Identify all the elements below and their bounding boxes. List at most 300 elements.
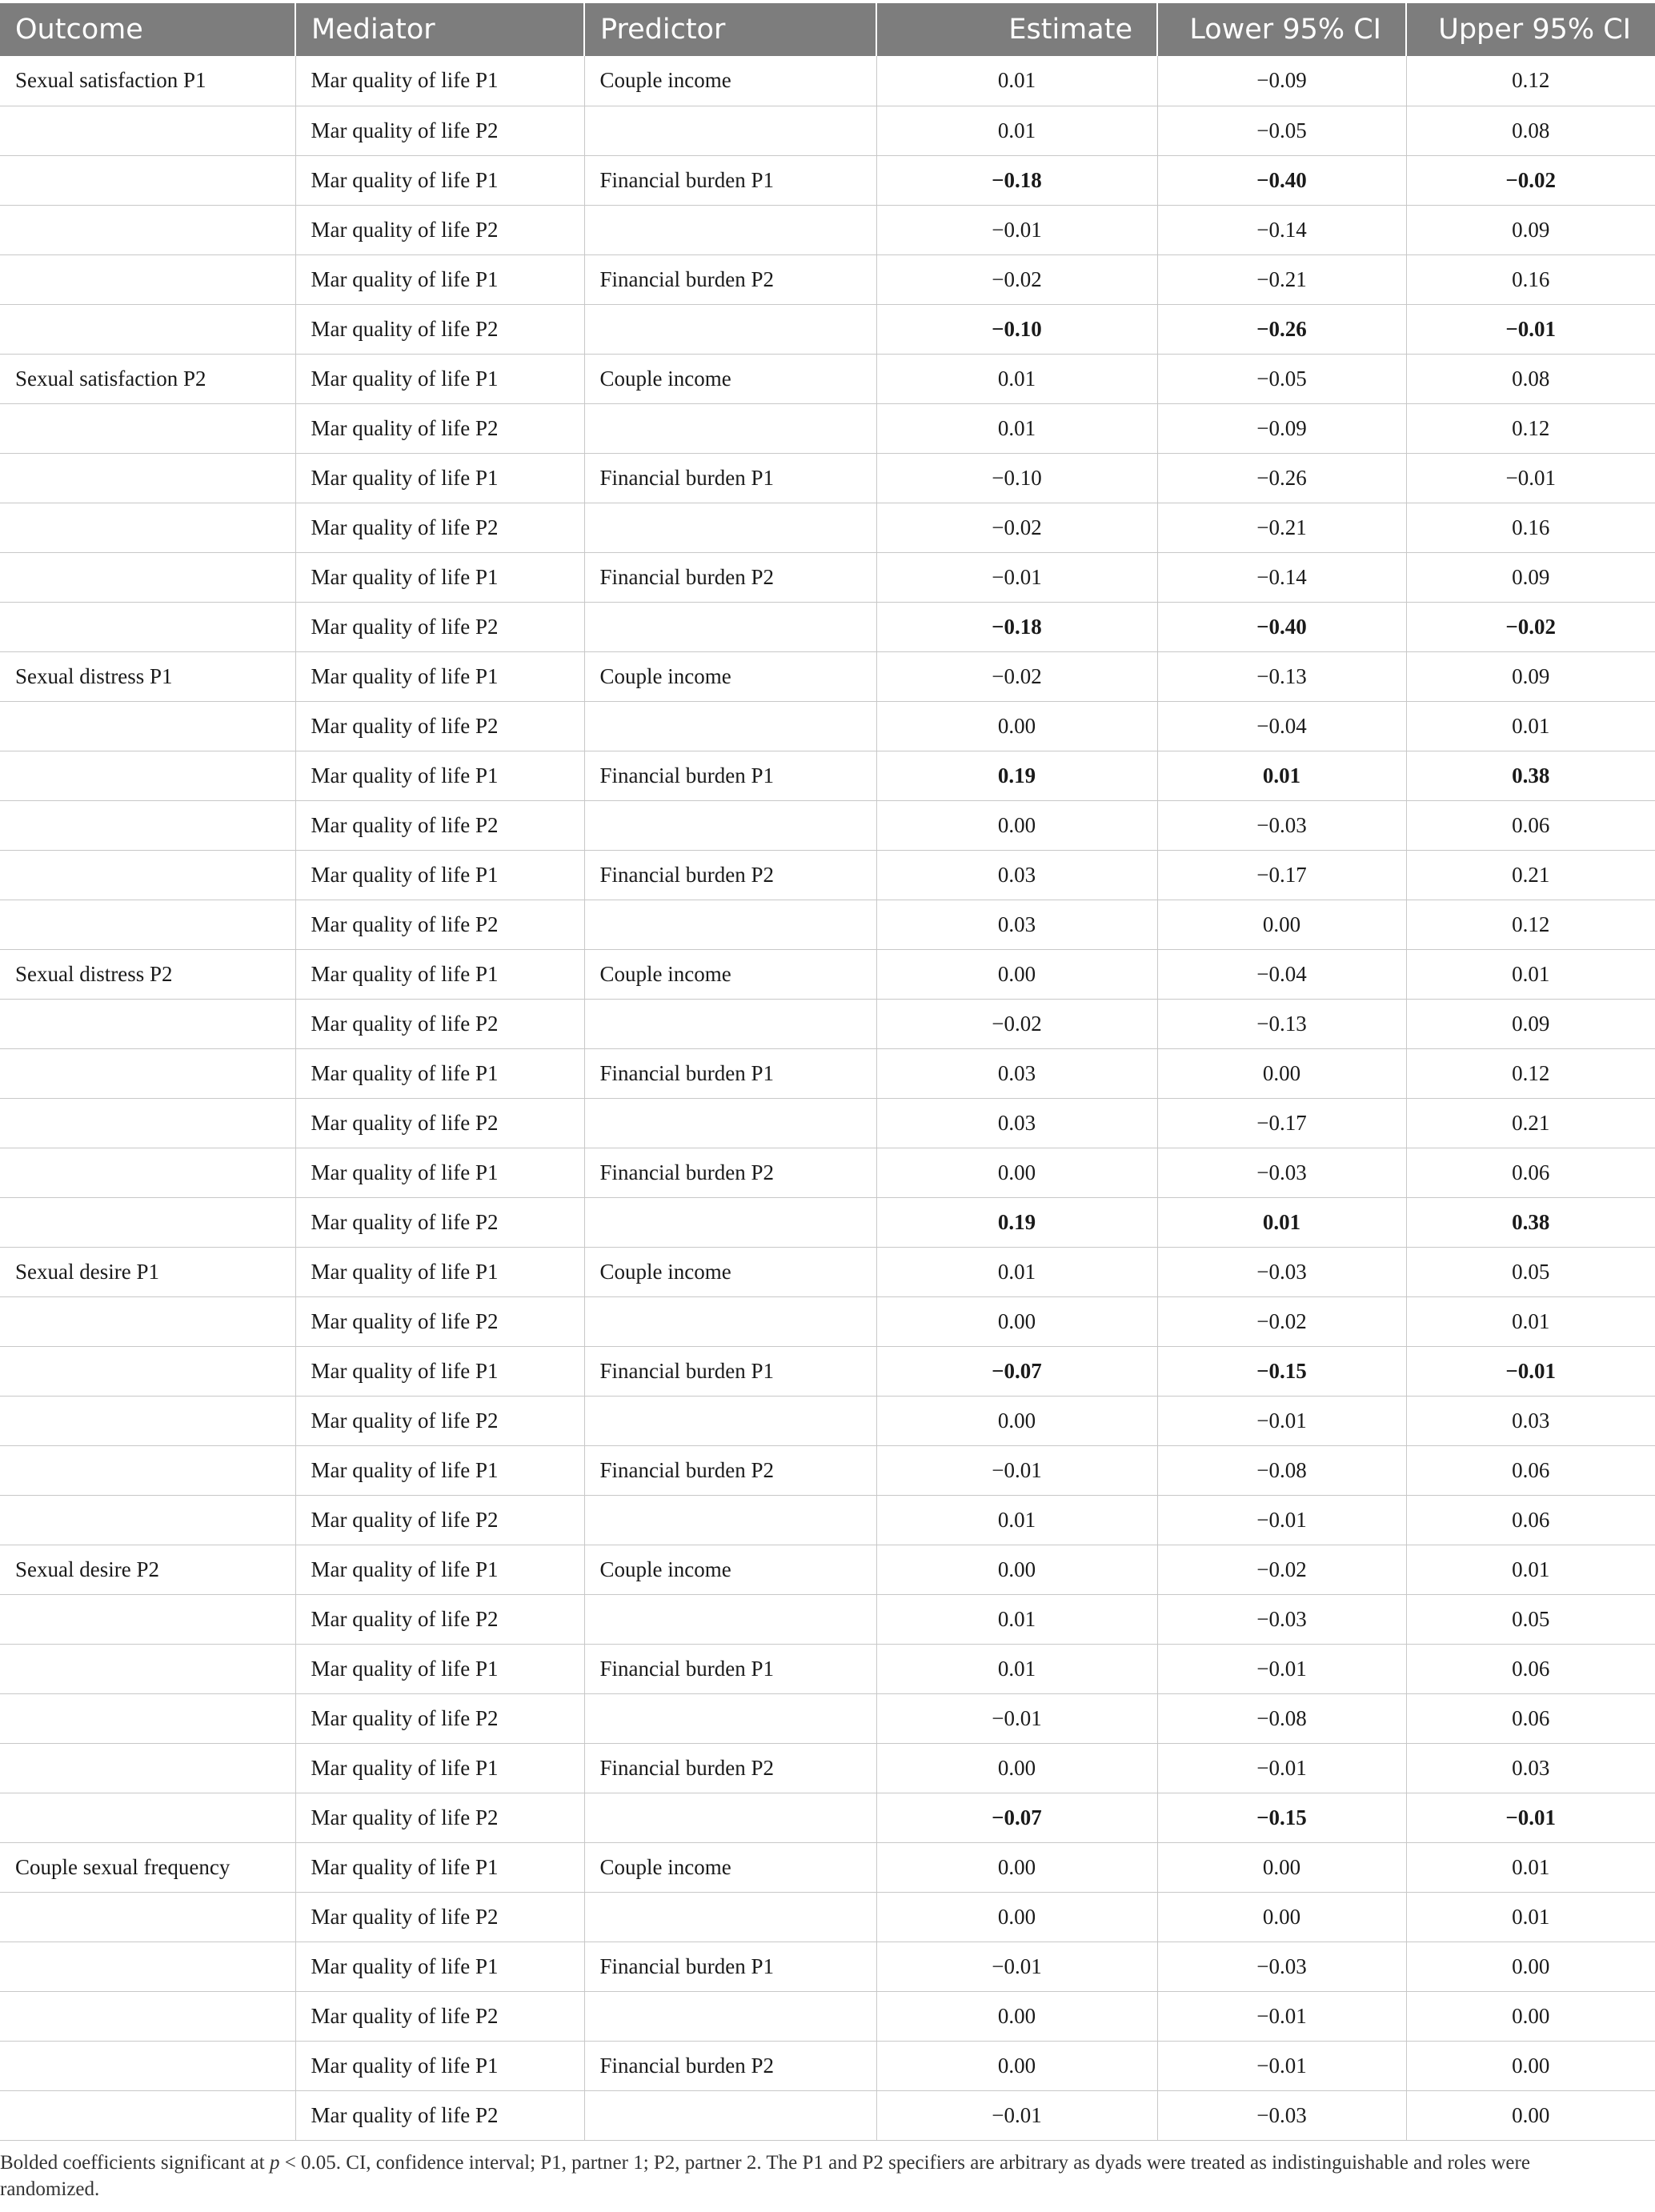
cell-outcome bbox=[0, 1445, 295, 1495]
table-row bbox=[0, 403, 1655, 453]
cell-upper-ci: 0.08 bbox=[1406, 106, 1655, 155]
footnote-text-1: Bolded coefficients significant at bbox=[0, 2152, 270, 2174]
cell-lower-ci: −0.01 bbox=[1157, 1396, 1406, 1445]
cell-outcome bbox=[0, 1594, 295, 1644]
cell-lower-ci: −0.13 bbox=[1157, 999, 1406, 1048]
header-outcome: Outcome bbox=[0, 3, 295, 56]
cell-predictor: Couple income bbox=[584, 1842, 876, 1892]
cell-lower-ci: −0.08 bbox=[1157, 1693, 1406, 1743]
table-row bbox=[0, 354, 1655, 403]
cell-lower-ci: −0.01 bbox=[1157, 2041, 1406, 2090]
cell-mediator: Mar quality of life P1 bbox=[295, 354, 584, 403]
cell-estimate: −0.02 bbox=[876, 254, 1157, 304]
cell-predictor bbox=[584, 205, 876, 254]
cell-lower-ci: −0.03 bbox=[1157, 1942, 1406, 1991]
cell-upper-ci: 0.09 bbox=[1406, 552, 1655, 602]
cell-outcome bbox=[0, 751, 295, 800]
table-row bbox=[0, 1892, 1655, 1942]
cell-outcome bbox=[0, 1942, 295, 1991]
cell-predictor: Financial burden P2 bbox=[584, 1743, 876, 1793]
table-row bbox=[0, 1098, 1655, 1148]
cell-upper-ci: 0.09 bbox=[1406, 205, 1655, 254]
table-row bbox=[0, 701, 1655, 751]
table-row bbox=[0, 602, 1655, 651]
cell-upper-ci: 0.00 bbox=[1406, 1942, 1655, 1991]
cell-estimate: 0.03 bbox=[876, 1098, 1157, 1148]
cell-lower-ci: −0.03 bbox=[1157, 2090, 1406, 2140]
cell-upper-ci: 0.38 bbox=[1406, 751, 1655, 800]
cell-mediator: Mar quality of life P1 bbox=[295, 254, 584, 304]
cell-predictor bbox=[584, 1197, 876, 1247]
cell-predictor bbox=[584, 503, 876, 552]
table-row bbox=[0, 1048, 1655, 1098]
cell-estimate: 0.00 bbox=[876, 1545, 1157, 1594]
cell-lower-ci: −0.09 bbox=[1157, 403, 1406, 453]
cell-estimate: 0.01 bbox=[876, 354, 1157, 403]
cell-upper-ci: 0.12 bbox=[1406, 56, 1655, 106]
cell-lower-ci: −0.05 bbox=[1157, 106, 1406, 155]
cell-upper-ci: 0.01 bbox=[1406, 1842, 1655, 1892]
cell-estimate: −0.07 bbox=[876, 1346, 1157, 1396]
table-row bbox=[0, 552, 1655, 602]
cell-predictor: Financial burden P2 bbox=[584, 1445, 876, 1495]
cell-mediator: Mar quality of life P1 bbox=[295, 453, 584, 503]
cell-mediator: Mar quality of life P1 bbox=[295, 1048, 584, 1098]
cell-predictor bbox=[584, 1793, 876, 1842]
table-row bbox=[0, 1545, 1655, 1594]
cell-lower-ci: −0.26 bbox=[1157, 304, 1406, 354]
cell-estimate: 0.03 bbox=[876, 1048, 1157, 1098]
cell-outcome bbox=[0, 1148, 295, 1197]
cell-lower-ci: −0.01 bbox=[1157, 1743, 1406, 1793]
cell-outcome bbox=[0, 155, 295, 205]
cell-upper-ci: 0.12 bbox=[1406, 1048, 1655, 1098]
cell-outcome bbox=[0, 1743, 295, 1793]
cell-outcome bbox=[0, 205, 295, 254]
cell-outcome bbox=[0, 602, 295, 651]
cell-lower-ci: 0.01 bbox=[1157, 751, 1406, 800]
cell-lower-ci: −0.02 bbox=[1157, 1545, 1406, 1594]
cell-mediator: Mar quality of life P2 bbox=[295, 1991, 584, 2041]
cell-outcome bbox=[0, 1098, 295, 1148]
cell-predictor bbox=[584, 602, 876, 651]
cell-lower-ci: −0.01 bbox=[1157, 1495, 1406, 1545]
cell-upper-ci: 0.12 bbox=[1406, 900, 1655, 949]
cell-lower-ci: −0.01 bbox=[1157, 1991, 1406, 2041]
cell-upper-ci: 0.16 bbox=[1406, 503, 1655, 552]
table-row bbox=[0, 900, 1655, 949]
cell-outcome bbox=[0, 999, 295, 1048]
table-row bbox=[0, 800, 1655, 850]
table-row bbox=[0, 1594, 1655, 1644]
cell-estimate: 0.01 bbox=[876, 403, 1157, 453]
table-row bbox=[0, 751, 1655, 800]
cell-estimate: 0.00 bbox=[876, 2041, 1157, 2090]
cell-estimate: 0.19 bbox=[876, 1197, 1157, 1247]
table-body bbox=[0, 56, 1655, 2140]
table-row bbox=[0, 850, 1655, 900]
table-row bbox=[0, 2090, 1655, 2140]
cell-outcome bbox=[0, 2041, 295, 2090]
cell-lower-ci: −0.15 bbox=[1157, 1793, 1406, 1842]
cell-upper-ci: 0.01 bbox=[1406, 1296, 1655, 1346]
cell-mediator: Mar quality of life P1 bbox=[295, 1743, 584, 1793]
cell-mediator: Mar quality of life P2 bbox=[295, 1197, 584, 1247]
cell-estimate: 0.01 bbox=[876, 1594, 1157, 1644]
cell-mediator: Mar quality of life P1 bbox=[295, 850, 584, 900]
cell-upper-ci: 0.38 bbox=[1406, 1197, 1655, 1247]
cell-upper-ci: 0.12 bbox=[1406, 403, 1655, 453]
cell-predictor bbox=[584, 1296, 876, 1346]
cell-upper-ci: 0.03 bbox=[1406, 1396, 1655, 1445]
cell-predictor: Financial burden P1 bbox=[584, 155, 876, 205]
table-row bbox=[0, 106, 1655, 155]
table-row bbox=[0, 503, 1655, 552]
cell-mediator: Mar quality of life P1 bbox=[295, 1545, 584, 1594]
table-row bbox=[0, 1197, 1655, 1247]
header-row bbox=[0, 3, 1655, 56]
cell-mediator: Mar quality of life P1 bbox=[295, 1644, 584, 1693]
footnote-p-symbol: p bbox=[269, 2152, 280, 2174]
cell-mediator: Mar quality of life P1 bbox=[295, 1148, 584, 1197]
cell-mediator: Mar quality of life P2 bbox=[295, 1793, 584, 1842]
table-row bbox=[0, 1693, 1655, 1743]
cell-lower-ci: −0.04 bbox=[1157, 701, 1406, 751]
cell-estimate: −0.01 bbox=[876, 1942, 1157, 1991]
results-table bbox=[0, 3, 1655, 2141]
cell-predictor: Financial burden P1 bbox=[584, 1942, 876, 1991]
cell-predictor bbox=[584, 999, 876, 1048]
cell-upper-ci: 0.06 bbox=[1406, 1693, 1655, 1743]
cell-lower-ci: −0.13 bbox=[1157, 651, 1406, 701]
cell-mediator: Mar quality of life P2 bbox=[295, 1693, 584, 1743]
cell-predictor bbox=[584, 403, 876, 453]
cell-estimate: 0.00 bbox=[876, 800, 1157, 850]
cell-estimate: 0.03 bbox=[876, 900, 1157, 949]
cell-lower-ci: −0.08 bbox=[1157, 1445, 1406, 1495]
cell-estimate: 0.00 bbox=[876, 1991, 1157, 2041]
cell-upper-ci: 0.01 bbox=[1406, 1545, 1655, 1594]
cell-upper-ci: 0.21 bbox=[1406, 850, 1655, 900]
cell-predictor: Financial burden P2 bbox=[584, 254, 876, 304]
cell-lower-ci: −0.15 bbox=[1157, 1346, 1406, 1396]
table-row bbox=[0, 1346, 1655, 1396]
table-row bbox=[0, 155, 1655, 205]
cell-upper-ci: 0.05 bbox=[1406, 1247, 1655, 1296]
cell-estimate: 0.01 bbox=[876, 56, 1157, 106]
cell-upper-ci: 0.01 bbox=[1406, 1892, 1655, 1942]
header-upper-ci: Upper 95% CI bbox=[1406, 3, 1655, 56]
cell-lower-ci: 0.00 bbox=[1157, 1892, 1406, 1942]
cell-outcome bbox=[0, 304, 295, 354]
cell-lower-ci: −0.01 bbox=[1157, 1644, 1406, 1693]
cell-lower-ci: −0.40 bbox=[1157, 602, 1406, 651]
cell-upper-ci: 0.06 bbox=[1406, 1445, 1655, 1495]
cell-estimate: 0.00 bbox=[876, 701, 1157, 751]
cell-mediator: Mar quality of life P1 bbox=[295, 949, 584, 999]
table-row bbox=[0, 254, 1655, 304]
cell-mediator: Mar quality of life P1 bbox=[295, 56, 584, 106]
cell-predictor: Financial burden P1 bbox=[584, 1048, 876, 1098]
cell-predictor: Couple income bbox=[584, 651, 876, 701]
table-row bbox=[0, 1644, 1655, 1693]
cell-predictor bbox=[584, 1991, 876, 2041]
cell-predictor bbox=[584, 2090, 876, 2140]
cell-estimate: −0.01 bbox=[876, 1445, 1157, 1495]
cell-predictor bbox=[584, 800, 876, 850]
cell-mediator: Mar quality of life P2 bbox=[295, 2090, 584, 2140]
cell-lower-ci: 0.01 bbox=[1157, 1197, 1406, 1247]
table-footnote bbox=[0, 2150, 1633, 2202]
cell-mediator: Mar quality of life P2 bbox=[295, 304, 584, 354]
cell-lower-ci: −0.21 bbox=[1157, 254, 1406, 304]
cell-outcome bbox=[0, 1793, 295, 1842]
cell-mediator: Mar quality of life P2 bbox=[295, 602, 584, 651]
cell-predictor: Financial burden P2 bbox=[584, 1148, 876, 1197]
cell-mediator: Mar quality of life P1 bbox=[295, 1445, 584, 1495]
cell-predictor: Couple income bbox=[584, 354, 876, 403]
cell-predictor: Financial burden P2 bbox=[584, 850, 876, 900]
cell-mediator: Mar quality of life P2 bbox=[295, 900, 584, 949]
cell-outcome bbox=[0, 453, 295, 503]
cell-estimate: −0.18 bbox=[876, 602, 1157, 651]
table-row bbox=[0, 1793, 1655, 1842]
cell-predictor bbox=[584, 900, 876, 949]
cell-lower-ci: −0.04 bbox=[1157, 949, 1406, 999]
header-lower-ci: Lower 95% CI bbox=[1157, 3, 1406, 56]
cell-upper-ci: 0.00 bbox=[1406, 1991, 1655, 2041]
cell-mediator: Mar quality of life P1 bbox=[295, 1942, 584, 1991]
cell-outcome bbox=[0, 1396, 295, 1445]
cell-mediator: Mar quality of life P1 bbox=[295, 2041, 584, 2090]
table-row bbox=[0, 1148, 1655, 1197]
header-mediator: Mediator bbox=[295, 3, 584, 56]
cell-upper-ci: 0.08 bbox=[1406, 354, 1655, 403]
cell-upper-ci: 0.06 bbox=[1406, 1644, 1655, 1693]
cell-mediator: Mar quality of life P1 bbox=[295, 1842, 584, 1892]
cell-upper-ci: 0.21 bbox=[1406, 1098, 1655, 1148]
cell-mediator: Mar quality of life P2 bbox=[295, 800, 584, 850]
cell-predictor: Financial burden P1 bbox=[584, 1346, 876, 1396]
cell-lower-ci: −0.14 bbox=[1157, 552, 1406, 602]
cell-predictor: Financial burden P1 bbox=[584, 751, 876, 800]
cell-mediator: Mar quality of life P2 bbox=[295, 1296, 584, 1346]
cell-upper-ci: −0.02 bbox=[1406, 602, 1655, 651]
cell-outcome: Sexual satisfaction P2 bbox=[0, 354, 295, 403]
cell-outcome bbox=[0, 1644, 295, 1693]
cell-lower-ci: 0.00 bbox=[1157, 900, 1406, 949]
table-row bbox=[0, 1247, 1655, 1296]
table-row bbox=[0, 999, 1655, 1048]
cell-upper-ci: 0.03 bbox=[1406, 1743, 1655, 1793]
cell-outcome bbox=[0, 254, 295, 304]
table-row bbox=[0, 453, 1655, 503]
cell-mediator: Mar quality of life P2 bbox=[295, 701, 584, 751]
cell-mediator: Mar quality of life P2 bbox=[295, 1396, 584, 1445]
cell-mediator: Mar quality of life P2 bbox=[295, 205, 584, 254]
cell-mediator: Mar quality of life P2 bbox=[295, 1892, 584, 1942]
cell-estimate: 0.03 bbox=[876, 850, 1157, 900]
cell-outcome bbox=[0, 503, 295, 552]
table-row bbox=[0, 205, 1655, 254]
cell-upper-ci: 0.06 bbox=[1406, 1148, 1655, 1197]
cell-estimate: −0.10 bbox=[876, 453, 1157, 503]
cell-upper-ci: −0.01 bbox=[1406, 1346, 1655, 1396]
cell-mediator: Mar quality of life P2 bbox=[295, 1098, 584, 1148]
cell-outcome bbox=[0, 106, 295, 155]
cell-estimate: 0.01 bbox=[876, 106, 1157, 155]
cell-outcome: Sexual distress P2 bbox=[0, 949, 295, 999]
footnote-text-2: < 0.05. CI, confidence interval; P1, partner 1; P2, partner 2. The P1 and P2 specifiers are arbitrary as dyads were treated as indistinguishable and roles were randomized. bbox=[0, 2152, 1530, 2200]
cell-mediator: Mar quality of life P1 bbox=[295, 651, 584, 701]
cell-outcome bbox=[0, 1495, 295, 1545]
cell-estimate: −0.01 bbox=[876, 205, 1157, 254]
cell-estimate: −0.18 bbox=[876, 155, 1157, 205]
cell-upper-ci: 0.05 bbox=[1406, 1594, 1655, 1644]
cell-mediator: Mar quality of life P1 bbox=[295, 552, 584, 602]
cell-estimate: 0.01 bbox=[876, 1247, 1157, 1296]
cell-outcome bbox=[0, 1197, 295, 1247]
cell-mediator: Mar quality of life P1 bbox=[295, 155, 584, 205]
cell-estimate: 0.00 bbox=[876, 1296, 1157, 1346]
cell-predictor: Financial burden P2 bbox=[584, 2041, 876, 2090]
cell-outcome: Sexual satisfaction P1 bbox=[0, 56, 295, 106]
cell-predictor bbox=[584, 1693, 876, 1743]
cell-predictor bbox=[584, 106, 876, 155]
cell-outcome bbox=[0, 800, 295, 850]
cell-mediator: Mar quality of life P2 bbox=[295, 503, 584, 552]
cell-outcome bbox=[0, 403, 295, 453]
cell-predictor bbox=[584, 1594, 876, 1644]
cell-mediator: Mar quality of life P2 bbox=[295, 1495, 584, 1545]
table-row bbox=[0, 1445, 1655, 1495]
cell-outcome bbox=[0, 1693, 295, 1743]
cell-estimate: −0.01 bbox=[876, 2090, 1157, 2140]
cell-estimate: −0.02 bbox=[876, 999, 1157, 1048]
table-row bbox=[0, 1396, 1655, 1445]
cell-predictor bbox=[584, 304, 876, 354]
cell-outcome bbox=[0, 552, 295, 602]
cell-estimate: 0.01 bbox=[876, 1644, 1157, 1693]
cell-lower-ci: −0.03 bbox=[1157, 1148, 1406, 1197]
table-header bbox=[0, 3, 1655, 56]
cell-lower-ci: −0.26 bbox=[1157, 453, 1406, 503]
cell-outcome bbox=[0, 850, 295, 900]
cell-lower-ci: −0.17 bbox=[1157, 1098, 1406, 1148]
cell-upper-ci: 0.06 bbox=[1406, 1495, 1655, 1545]
cell-estimate: 0.00 bbox=[876, 1842, 1157, 1892]
table-row bbox=[0, 1296, 1655, 1346]
cell-estimate: 0.00 bbox=[876, 1396, 1157, 1445]
cell-outcome: Sexual desire P2 bbox=[0, 1545, 295, 1594]
cell-predictor bbox=[584, 701, 876, 751]
table-row bbox=[0, 1991, 1655, 2041]
header-estimate: Estimate bbox=[876, 3, 1157, 56]
cell-lower-ci: 0.00 bbox=[1157, 1842, 1406, 1892]
cell-predictor: Financial burden P1 bbox=[584, 1644, 876, 1693]
cell-upper-ci: 0.09 bbox=[1406, 999, 1655, 1048]
header-predictor: Predictor bbox=[584, 3, 876, 56]
cell-upper-ci: −0.01 bbox=[1406, 453, 1655, 503]
cell-lower-ci: −0.40 bbox=[1157, 155, 1406, 205]
cell-estimate: −0.02 bbox=[876, 651, 1157, 701]
cell-predictor: Financial burden P2 bbox=[584, 552, 876, 602]
cell-predictor bbox=[584, 1495, 876, 1545]
cell-lower-ci: −0.03 bbox=[1157, 800, 1406, 850]
cell-estimate: 0.00 bbox=[876, 949, 1157, 999]
table-row bbox=[0, 1495, 1655, 1545]
cell-mediator: Mar quality of life P2 bbox=[295, 403, 584, 453]
cell-estimate: 0.19 bbox=[876, 751, 1157, 800]
cell-upper-ci: 0.16 bbox=[1406, 254, 1655, 304]
cell-lower-ci: −0.21 bbox=[1157, 503, 1406, 552]
cell-estimate: −0.01 bbox=[876, 552, 1157, 602]
table-row bbox=[0, 1743, 1655, 1793]
table-row bbox=[0, 949, 1655, 999]
cell-predictor: Couple income bbox=[584, 949, 876, 999]
cell-outcome bbox=[0, 1892, 295, 1942]
table-row bbox=[0, 2041, 1655, 2090]
cell-lower-ci: −0.03 bbox=[1157, 1247, 1406, 1296]
cell-lower-ci: −0.02 bbox=[1157, 1296, 1406, 1346]
cell-mediator: Mar quality of life P2 bbox=[295, 1594, 584, 1644]
cell-outcome bbox=[0, 900, 295, 949]
cell-estimate: −0.07 bbox=[876, 1793, 1157, 1842]
cell-outcome bbox=[0, 1991, 295, 2041]
cell-upper-ci: 0.01 bbox=[1406, 701, 1655, 751]
cell-upper-ci: −0.01 bbox=[1406, 304, 1655, 354]
cell-lower-ci: −0.09 bbox=[1157, 56, 1406, 106]
table-row bbox=[0, 1842, 1655, 1892]
cell-predictor: Couple income bbox=[584, 1247, 876, 1296]
cell-lower-ci: −0.03 bbox=[1157, 1594, 1406, 1644]
cell-upper-ci: 0.09 bbox=[1406, 651, 1655, 701]
cell-predictor: Financial burden P1 bbox=[584, 453, 876, 503]
table-row bbox=[0, 56, 1655, 106]
cell-outcome: Sexual distress P1 bbox=[0, 651, 295, 701]
cell-outcome bbox=[0, 1296, 295, 1346]
cell-outcome bbox=[0, 1346, 295, 1396]
cell-lower-ci: −0.17 bbox=[1157, 850, 1406, 900]
cell-upper-ci: −0.01 bbox=[1406, 1793, 1655, 1842]
cell-mediator: Mar quality of life P2 bbox=[295, 106, 584, 155]
table-row bbox=[0, 1942, 1655, 1991]
cell-lower-ci: 0.00 bbox=[1157, 1048, 1406, 1098]
cell-upper-ci: 0.00 bbox=[1406, 2041, 1655, 2090]
cell-estimate: 0.00 bbox=[876, 1148, 1157, 1197]
cell-mediator: Mar quality of life P2 bbox=[295, 999, 584, 1048]
cell-estimate: 0.00 bbox=[876, 1892, 1157, 1942]
cell-lower-ci: −0.05 bbox=[1157, 354, 1406, 403]
cell-predictor: Couple income bbox=[584, 1545, 876, 1594]
cell-estimate: −0.10 bbox=[876, 304, 1157, 354]
cell-upper-ci: 0.01 bbox=[1406, 949, 1655, 999]
cell-estimate: −0.01 bbox=[876, 1693, 1157, 1743]
cell-upper-ci: −0.02 bbox=[1406, 155, 1655, 205]
cell-upper-ci: 0.06 bbox=[1406, 800, 1655, 850]
table-row bbox=[0, 304, 1655, 354]
cell-outcome bbox=[0, 2090, 295, 2140]
cell-lower-ci: −0.14 bbox=[1157, 205, 1406, 254]
cell-estimate: 0.00 bbox=[876, 1743, 1157, 1793]
cell-predictor bbox=[584, 1396, 876, 1445]
cell-estimate: −0.02 bbox=[876, 503, 1157, 552]
cell-predictor bbox=[584, 1098, 876, 1148]
cell-estimate: 0.01 bbox=[876, 1495, 1157, 1545]
cell-outcome: Couple sexual frequency bbox=[0, 1842, 295, 1892]
cell-predictor: Couple income bbox=[584, 56, 876, 106]
cell-mediator: Mar quality of life P1 bbox=[295, 1247, 584, 1296]
